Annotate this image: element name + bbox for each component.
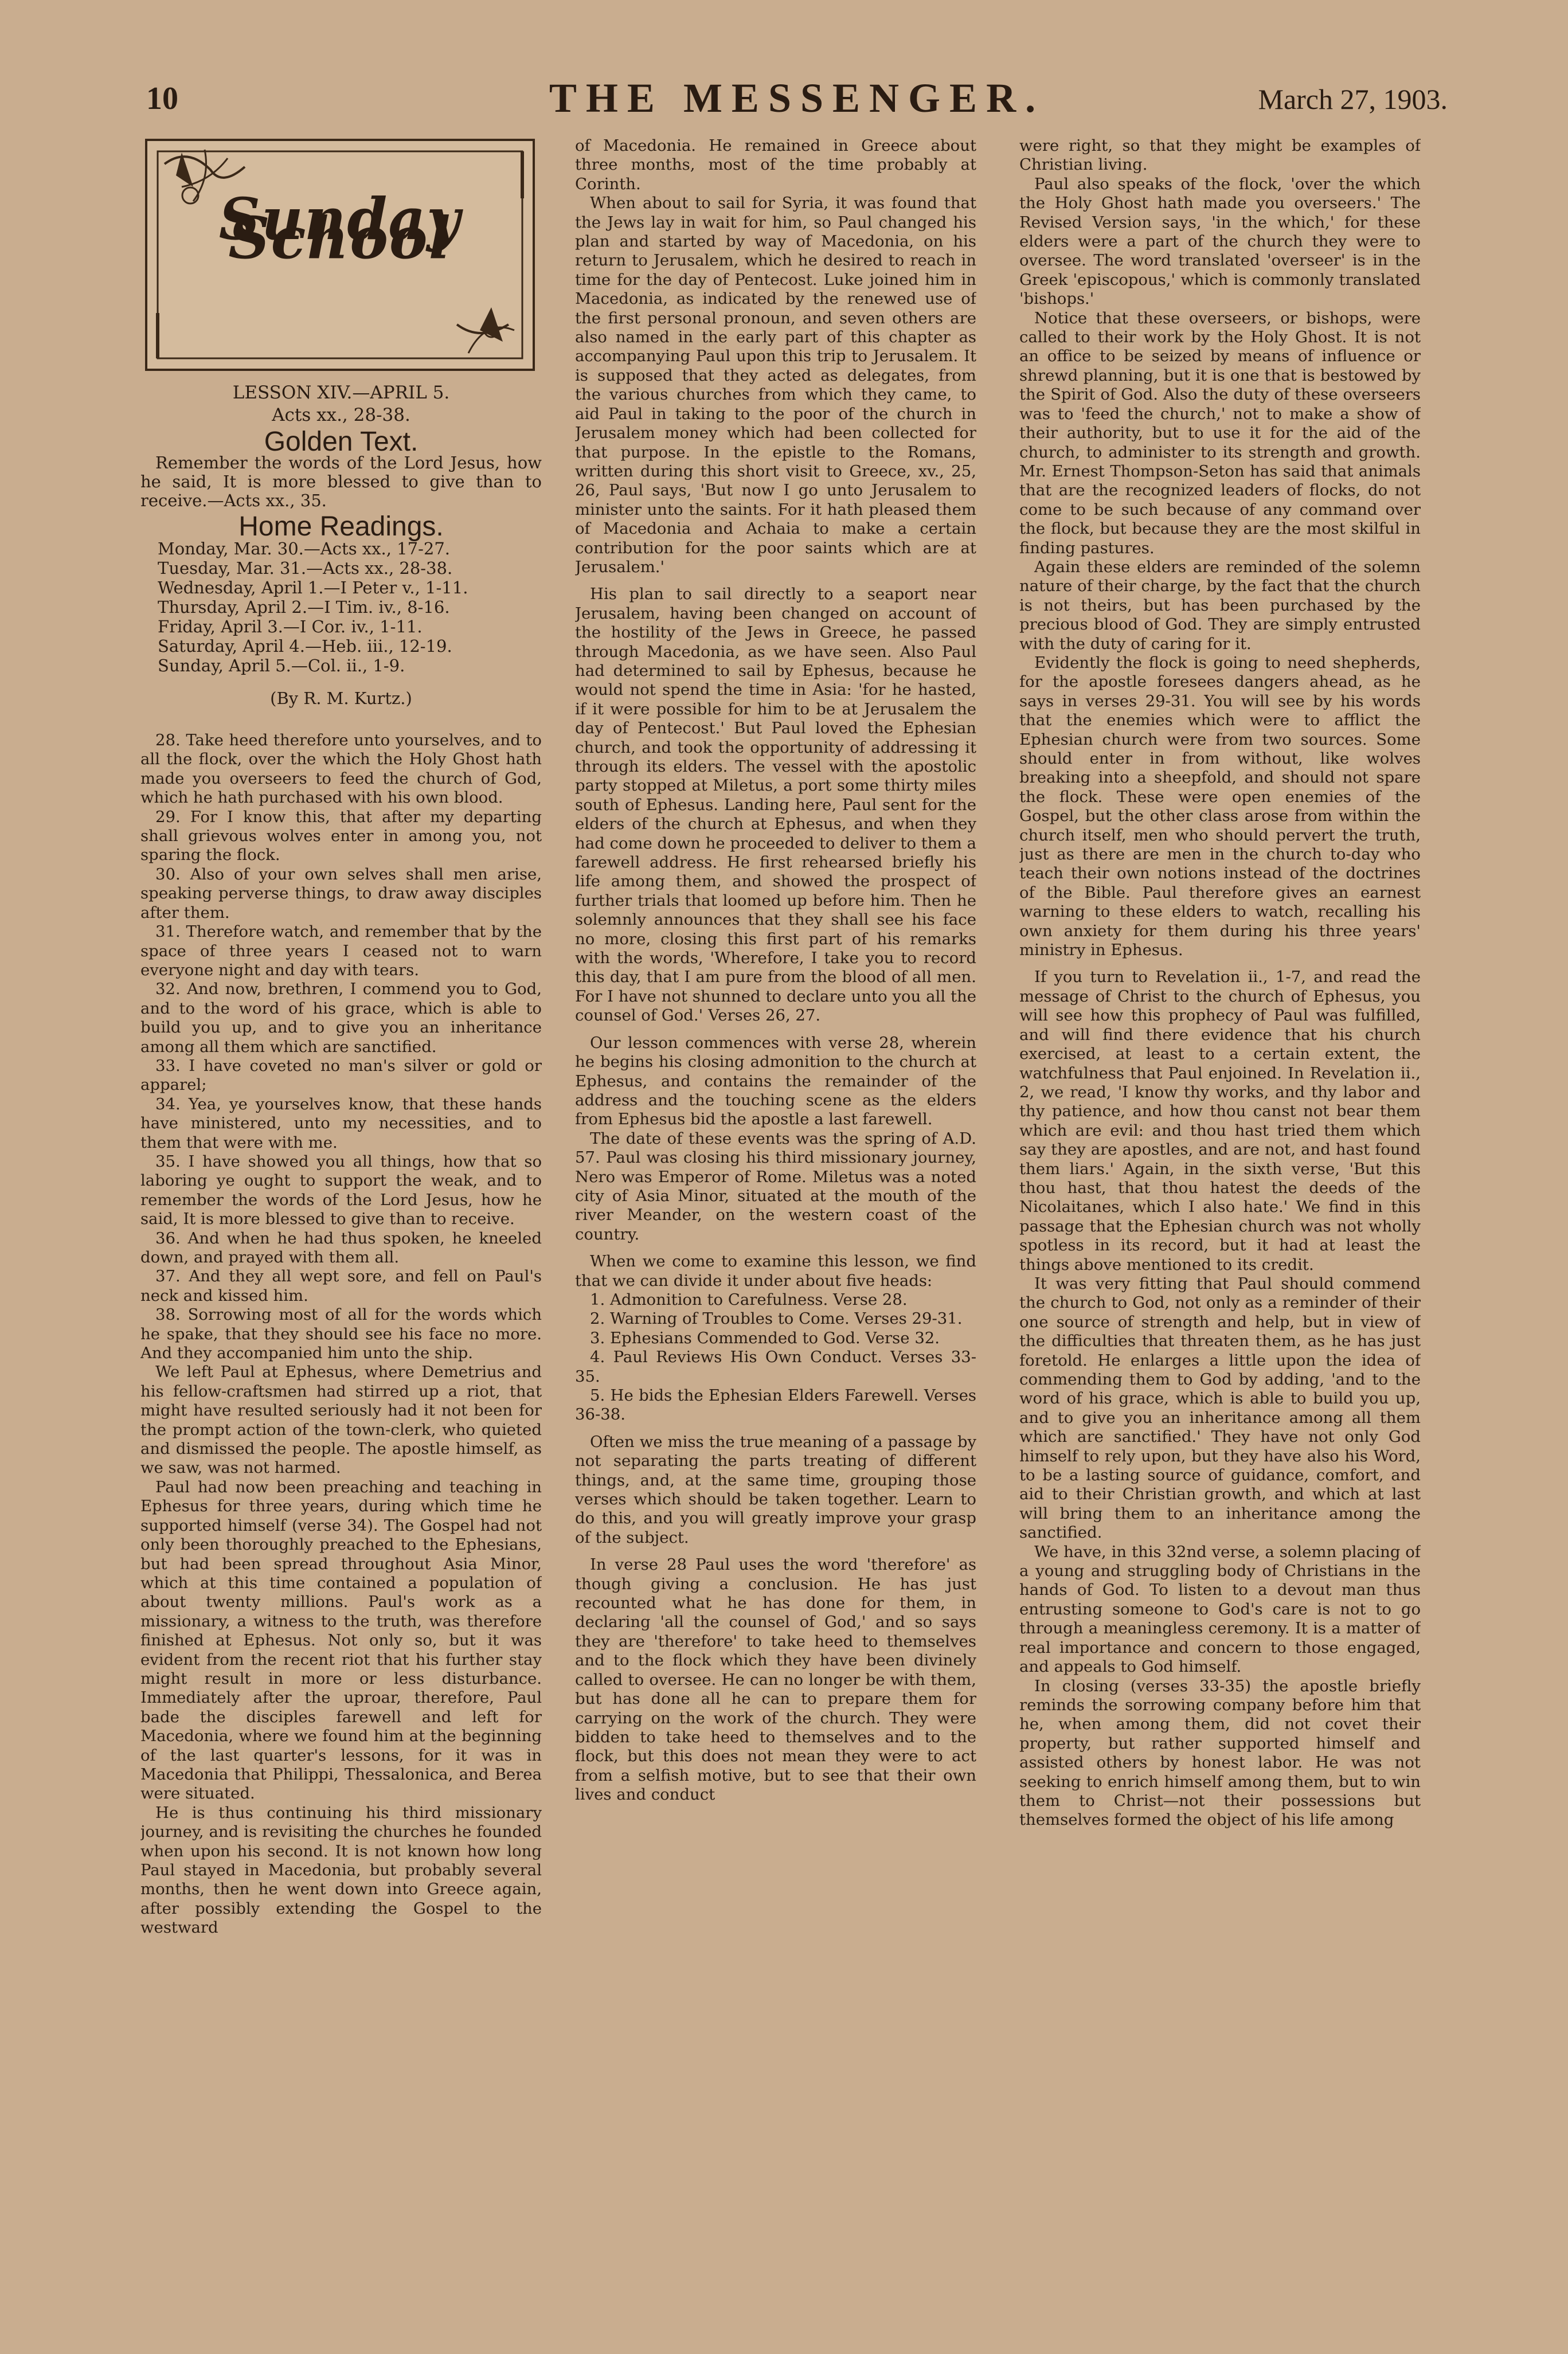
body-paragraph: The date of these events was the spring of A.D. 57. Paul was closing his third missionary journey, Nero was Emperor of Rome. Miletus was a noted city of Asia Minor, situated at the mouth of the river Meander, on the western coast of the country. [575,1129,976,1244]
outline-item: 4. Paul Reviews His Own Conduct. Verses 33-35. [575,1348,976,1386]
column-3 [1019,136,1421,2315]
body-paragraph: In verse 28 Paul uses the word 'therefore' as though giving a conclusion. He has just recounted what he has done for them, in declaring 'all the counsel of God,' and so says they are 'therefore' to take heed to themselves and to the flock which they have been divinely called to oversee. He can no longer be with them, but has done all he can to prepare them for carrying on the work of the church. They were bidden to take heed to themselves and to the flock, but this does not mean they were to act from a selfish motive, but to see that their own lives and conduct [575,1555,976,1804]
body-paragraph: His plan to sail directly to a seaport near Jerusalem, having been changed on account of the hostility of the Jews in Greece, he passed through Macedonia, as we have seen. Also Paul had determined to sail by Ephesus, because he would not spend the time in Asia: 'for he hasted, if it were possible for him to be at Jerusalem the day of Pentecost.' But Paul loved the Ephesian church, and took the opportunity of addressing it through its elders. The vessel with the apostolic party stopped at Miletus, a port some thirty miles south of Ephesus. Landing here, Paul sent for the elders of the church at Ephesus, and when they had come down he proceeded to deliver to them a farewell address. He first rehearsed briefly his life among them, and showed the prospect of further trials that loomed up before him. Then he solemnly announces that they shall see his face no more, closing this first part of his remarks with the words, 'Wherefore, I take you to record this day, that I am pure from the blood of all men. For I have not shunned to declare unto you all the counsel of God.' Verses 26, 27. [575,585,976,1025]
issue-date: March 27, 1903. [1258,83,1448,115]
verse: 38. Sorrowing most of all for the words which he spake, that they should see his face no more. And they accompanied him unto the ship. [140,1305,542,1363]
reading-item: Thursday, April 2.—I Tim. iv., 8-16. [158,597,450,617]
golden-text [140,453,542,510]
outline-item: 5. He bids the Ephesian Elders Farewell. Verses 36-38. [575,1386,976,1424]
body-paragraph: Paul also speaks of the flock, 'over the which the Holy Ghost hath made you overseers.' The Revised Version says, 'in the which,' for these elders were a part of the church they were to oversee. The word translated 'overseer' is in the Greek 'episcopous,' which is commonly translated 'bishops.' [1019,174,1421,308]
author-byline: (By R. M. Kurtz.) [270,688,412,708]
verse: 31. Therefore watch, and remember that by the space of three years I ceased not to warn everyone night and day with tears. [140,922,542,979]
verse: 33. I have coveted no man's silver or gold or apparel; [140,1056,542,1094]
reading-item: Friday, April 3.—I Cor. iv., 1-11. [158,616,423,636]
paragraph-gap [575,1547,976,1555]
lesson-verses [140,731,542,1363]
body-paragraph: Again these elders are reminded of the solemn nature of their charge, by the fact that the church is not theirs, but has been purchased by the precious blood of God. They are simply entrusted with the duty of caring for it. [1019,557,1421,653]
column-1 [140,139,542,2317]
verse: 37. And they all wept sore, and fell on Paul's neck and kissed him. [140,1267,542,1305]
home-readings-list [140,539,542,675]
verse: 28. Take heed therefore unto yourselves, and to all the flock, over the which the Holy Ghost hath made you overseers to feed the church of God, which he hath purchased with his own blood. [140,731,542,807]
body-paragraph: In closing (verses 33-35) the apostle briefly reminds the sorrowing company before him that he, when among them, did not covet their property, but rather supported himself and assisted others by honest labor. He was not seeking to enrich himself among them, but to win them to Christ—not their possessions but themselves formed the object of his life among [1019,1676,1421,1829]
body-paragraph: If you turn to Revelation ii., 1-7, and read the message of Christ to the church of Ephesus, you will see how this prophecy of Paul was fulfilled, and will find there evidence that his church exercised, at least to a certain extent, the watchfulness that Paul enjoined. In Revelation ii., 2, we read, 'I know thy works, and thy labor and thy patience, and how thou canst not bear them which are evil: and thou hast tried them which say they are apostles, and are not, and hast found them liars.' Again, in the sixth verse, 'But this thou hast, that thou hatest the deeds of the Nicolaitanes, which I also hate.' We find in this passage that the Ephesian church was not wholly spotless in its record, but it had at least the things above mentioned to its credit. [1019,968,1421,1274]
paragraph-gap [575,1026,976,1034]
body-paragraph: He is thus continuing his third missionary journey, and is revisiting the churches he founded when upon his second. It is not known how long Paul stayed in Macedonia, but probably several months, then he went down into Greece again, after possibly extending the Gospel to the westward [140,1803,542,1937]
verse: 32. And now, brethren, I commend you to God, and to the word of his grace, which is able to build you up, and to give you an inheritance among all them which are sanctified. [140,980,542,1056]
body-paragraph: Paul had now been preaching and teaching in Ephesus for three years, during which time he supported himself (verse 34). The Gospel had not only been thoroughly preached to the Ephesians, but had been spread throughout Asia Minor, which at this time contained a population of about twenty millions. Paul's work as a missionary, a witness to the truth, was therefore finished at Ephesus. Not only so, but it was evident from the recent riot that his further stay might result in more or less disturbance. Immediately after the uproar, therefore, Paul bade the disciples farewell and left for Macedonia, where we found him at the beginning of the last quarter's lessons, for it was in Macedonia that Philippi, Thessalonica, and Berea were situated. [140,1477,542,1803]
body-paragraph: were right, so that they might be examples of Christian living. [1019,136,1421,174]
reading-item: Saturday, April 4.—Heb. iii., 12-19. [158,636,452,656]
lesson-title: LESSON XIV.—APRIL 5. [232,382,450,403]
verse: 35. I have showed you all things, how that so laboring ye ought to support the weak, and to remember the words of the Lord Jesus, how he said, It is more blessed to give than to receive. [140,1152,542,1229]
body-paragraph: of Macedonia. He remained in Greece about three months, most of the time probably at Corinth. [575,136,976,193]
body-paragraph: Evidently the flock is going to need shepherds, for the apostle foresees dangers ahead, as he says in verses 29-31. You will see by his words that the enemies which were to afflict the Ephesian church were from two sources. Some should enter in from without, like wolves breaking into a sheepfold, and should not spare the flock. These were open enemies of the Gospel, but the other class arose from within the church itself, men who should pervert the truth, just as there are men in the church to-day who teach their own notions instead of the doctrines of the Bible. Paul therefore gives an earnest warning to these elders to watch, recalling his own anxiety for them during his three years' ministry in Ephesus. [1019,653,1421,960]
paragraph-gap [575,577,976,585]
golden-text-heading: Golden Text. [264,426,419,457]
home-readings-heading: Home Readings. [238,511,444,542]
column-2 [575,136,976,2315]
page-header [146,75,1448,126]
body-paragraph: It was very fitting that Paul should commend the church to God, not only as a reminder of their one source of strength and help, but in view of the difficulties that threaten them, as he has just foretold. He enlarges a little upon the idea of commending them to God by adding, 'and to the word of his grace, which is able to build you up, and to give you an inheritance among all them which are sanctified.' They have not only God himself to rely upon, but they have also his Word, to be a lasting source of guidance, comfort, and aid to their Christian growth, and which at last will bring them to an inheritance among the sanctified. [1019,1274,1421,1542]
reading-item: Monday, Mar. 30.—Acts xx., 17-27. [158,538,450,558]
body-paragraph: Notice that these overseers, or bishops, were called to their work by the Holy Ghost. It is not an office to be seized by means of influence or shrewd planning, but it is one that is bestowed by the Spirit of God. Also the duty of these overseers was to 'feed the church,' not to make a show of their authority, but to use it for the aid of the church, to administer to its strength and growth. Mr. Ernest Thompson-Seton has said that animals that are the recognized leaders of flocks, do not come to be such because of any command over the flock, but because they are the most skilful in finding pastures. [1019,308,1421,557]
paragraph-gap [575,1425,976,1433]
outline-item: 2. Warning of Troubles to Come. Verses 29-31. [590,1309,963,1328]
page-number: 10 [146,81,178,116]
reading-item: Tuesday, Mar. 31.—Acts xx., 28-38. [158,558,453,578]
reading-item: Wednesday, April 1.—I Peter v., 1-11. [158,577,468,597]
body-paragraph: We have, in this 32nd verse, a solemn placing of a young and struggling body of Christians in the hands of God. To listen to a devout man thus entrusting someone to God's care is not to go through a meaningless ceremony. It is a matter of real importance and concern to those engaged, and appeals to God himself. [1019,1542,1421,1676]
outline-item: 1. Admonition to Carefulness. Verse 28. [590,1290,908,1309]
body-paragraph: Often we miss the true meaning of a passage by not separating the parts treating of different things, and, at the same time, grouping those verses which should be taken together. Learn to do this, and you will greatly improve your grasp of the subject. [575,1432,976,1547]
paragraph-gap [1019,960,1421,968]
body-paragraph: Our lesson commences with verse 28, wherein he begins his closing admonition to the church at Ephesus, and contains the remainder of the address and the touching scene as the elders from Ephesus bid the apostle a last farewell. [575,1033,976,1129]
sunday-school-banner [145,139,535,371]
body-paragraph: When we come to examine this lesson, we find that we can divide it under about five heads: [575,1252,976,1290]
masthead-title: THE MESSENGER. [549,75,1045,121]
body-paragraph: When about to sail for Syria, it was found that the Jews lay in wait for him, so Paul changed his plan and started by way of Macedonia, on his return to Jerusalem, which he desired to reach in time for the day of Pentecost. Luke joined him in Macedonia, as indicated by the renewed use of the first personal pronoun, and seven others are also named in the early part of this chapter as accompanying Paul upon this trip to Jerusalem. It is supposed that they acted as delegates, from the various churches from which they came, to aid Paul in taking to the poor of the church in Jerusalem money which had been collected for that purpose. In the epistle to the Romans, written during this short visit to Greece, xv., 25, 26, Paul says, 'But now I go unto Jerusalem to minister unto the saints. For it hath pleased them of Macedonia and Achaia to make a certain contribution for the poor saints which are at Jerusalem.' [575,194,976,576]
verse: 36. And when he had thus spoken, he kneeled down, and prayed with them all. [140,1229,542,1266]
banner-title: Sunday School [218,185,462,272]
verse: 30. Also of your own selves shall men arise, speaking perverse things, to draw away disciples after them. [140,865,542,922]
verse: 34. Yea, ye yourselves know, that these hands have ministered, unto my necessities, and to them that were with me. [140,1094,542,1152]
paragraph-gap [575,1244,976,1252]
golden-text-body: Remember the words of the Lord Jesus, how he said, It is more blessed to give than to receive.—Acts xx., 35. [140,453,542,511]
verse: 29. For I know this, that after my departing shall grievous wolves enter in among you, not sparing the flock. [140,807,542,865]
lesson-reference: Acts xx., 28-38. [272,405,410,426]
body-paragraph: We left Paul at Ephesus, where Demetrius and his fellow-craftsmen had stirred up a riot, that might have resulted seriously had it not been for the prompt action of the town-clerk, who quieted and dismissed the people. The apostle himself, as we saw, was not harmed. [140,1363,542,1477]
reading-item: Sunday, April 5.—Col. ii., 1-9. [158,655,405,675]
outline-item: 3. Ephesians Commended to God. Verse 32. [590,1328,940,1347]
